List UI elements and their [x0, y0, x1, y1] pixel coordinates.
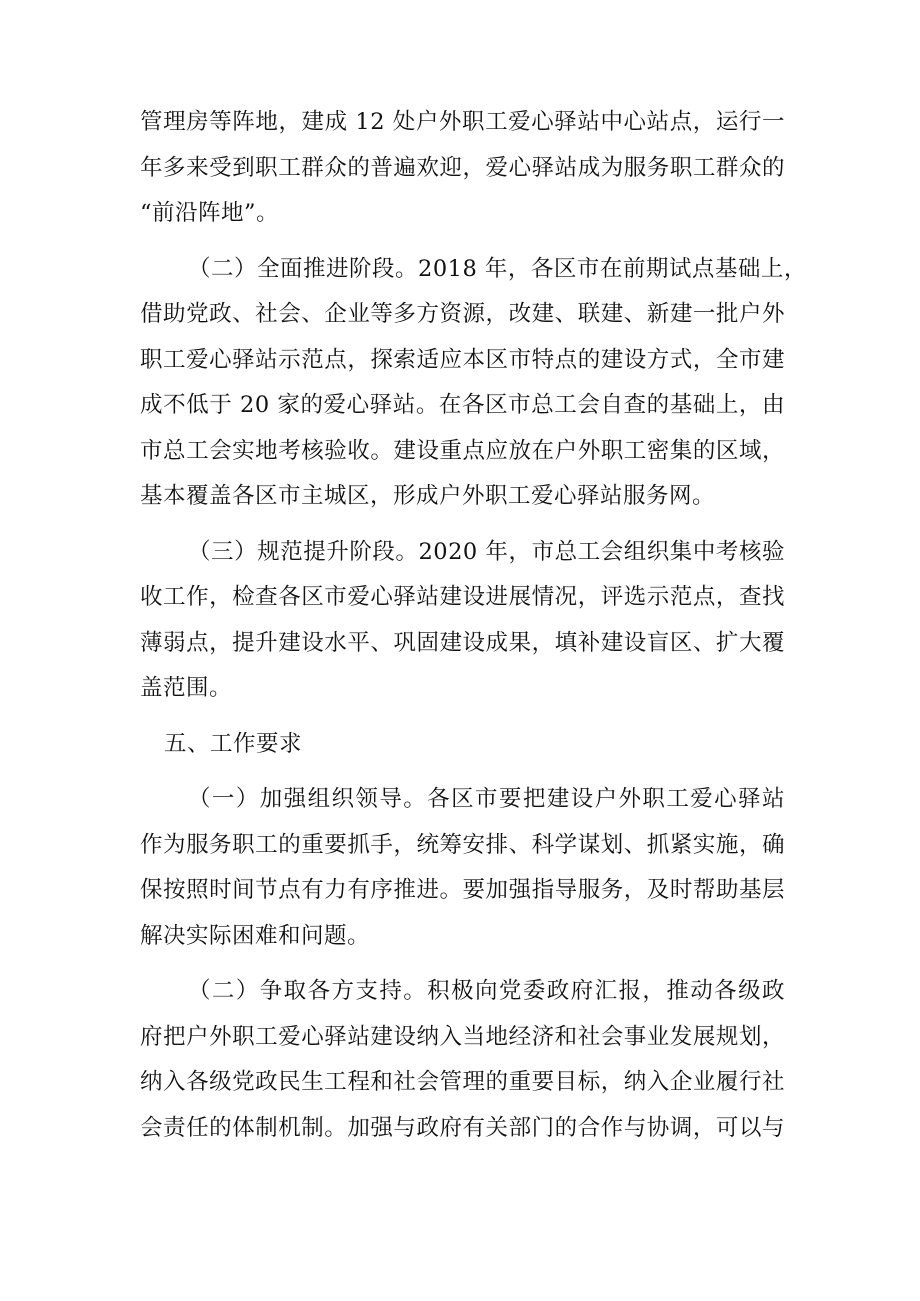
- text-line: 基本覆盖各区市主城区，形成户外职工爱心驿站服务网。: [140, 483, 716, 509]
- text-line: 纳入各级党政民生工程和社会管理的重要目标，纳入企业履行社: [140, 1069, 785, 1095]
- text-line: 年多来受到职工群众的普遍欢迎，爱心驿站成为服务职工群众的: [140, 154, 785, 181]
- text-line: 薄弱点，提升建设水平、巩固建设成果，填补建设盲区、扩大覆: [140, 629, 785, 656]
- text-line: （三）规范提升阶段。2020 年，市总工会组织集中考核验: [188, 538, 785, 565]
- section-heading: 五、工作要求: [164, 730, 303, 757]
- paragraph-stage-one-continued: [140, 100, 785, 237]
- text-line: 管理房等阵地，建成 12 处户外职工爱心驿站中心站点，运行一: [140, 109, 785, 135]
- document-body: [140, 100, 807, 1161]
- text-line: 解决实际困难和问题。: [140, 922, 371, 949]
- text-line: 借助党政、社会、企业等多方资源，改建、联建、新建一批户外: [140, 301, 785, 327]
- text-line: 府把户外职工爱心驿站建设纳入当地经济和社会事业发展规划，: [140, 1023, 785, 1050]
- text-line: 作为服务职工的重要抓手，统筹安排、科学谋划、抓紧实施，确: [140, 831, 785, 858]
- text-line: 职工爱心驿站示范点，探索适应本区市特点的建设方式，全市建: [140, 346, 785, 373]
- text-line: 盖范围。: [140, 675, 233, 701]
- paragraph-seek-support: [140, 969, 785, 1151]
- text-line: （一）加强组织领导。各区市要把建设户外职工爱心驿站: [188, 786, 785, 812]
- text-line: 市总工会实地考核验收。建设重点应放在户外职工密集的区域，: [140, 437, 785, 464]
- paragraph-stage-three: [140, 530, 785, 712]
- text-line: 保按照时间节点有力有序推进。要加强指导服务，及时帮助基层: [140, 877, 785, 903]
- text-line: 成不低于 20 家的爱心驿站。在各区市总工会自查的基础上，由: [140, 392, 785, 418]
- paragraph-stage-two: [140, 247, 807, 520]
- text-line: （二）全面推进阶段。2018 年，各区市在前期试点基础上，: [188, 255, 807, 282]
- text-line: “前沿阵地”。: [140, 200, 280, 226]
- text-line: 会责任的体制机制。加强与政府有关部门的合作与协调，可以与: [140, 1114, 785, 1141]
- paragraph-organization-leadership: [140, 777, 785, 959]
- text-line: 收工作，检查各区市爱心驿站建设进展情况，评选示范点，查找: [140, 584, 785, 610]
- text-line: （二）争取各方支持。积极向党委政府汇报，推动各级政: [188, 978, 785, 1004]
